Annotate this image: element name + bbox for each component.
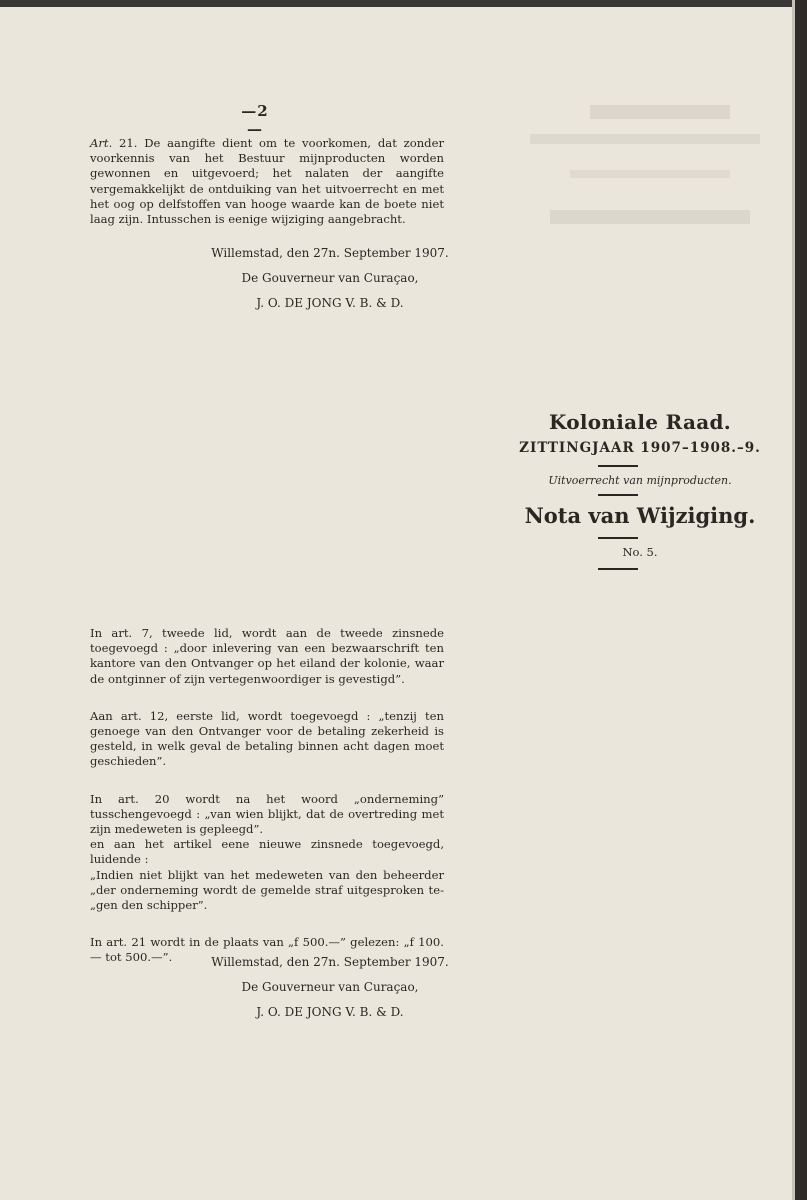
signature-place-date-2: Willemstad, den 27n. September 1907. <box>211 955 449 969</box>
amendment-art20-quote: „Indien niet blijkt van het medeweten van den beheerder „der onderneming wordt de gemelde straf uitgesproken te- „gen den schipper”. <box>90 867 444 913</box>
divider-rule <box>598 537 638 539</box>
scan-top-edge <box>0 0 807 7</box>
session-year: ZITTINGJAAR 1907–1908.–9. <box>519 440 761 456</box>
signature-role-1: De Gouverneur van Curaçao, <box>241 271 419 285</box>
council-heading: Koloniale Raad. <box>548 410 732 434</box>
document-title: Nota van Wijziging. <box>524 503 756 528</box>
subject-line: Uitvoerrecht van mijnproducten. <box>548 474 732 487</box>
signature-name-1: J. O. DE JONG V. B. & D. <box>256 296 404 310</box>
art21-text: 21. De aangifte dient om te voorkomen, dat zonder voorkennis van het Bestuur mijnproducten worden gewonnen en uitgevoerd; het nalaten der aangifte vergemakkelijkt de ontduiking van het uitvoerrecht en met het oog op delfstoffen van hooge waarde kan de boete niet laag zijn. Intusschen is eenige wijziging aangebracht. <box>90 136 444 227</box>
signature-place-date-1: Willemstad, den 27n. September 1907. <box>211 246 449 260</box>
amendment-art12: Aan art. 12, eerste lid, wordt toegevoegd : „tenzij ten genoege van den Ontvanger voor de betaling zekerheid is gesteld, in welk geval de betaling binnen acht dagen moet geschieden”. <box>90 708 444 769</box>
amendment-art20-addition: en aan het artikel eene nieuwe zinsnede toegevoegd, luidende : <box>90 837 444 867</box>
page-number: —2— <box>241 102 269 138</box>
divider-rule <box>598 494 638 496</box>
amendments <box>90 626 444 988</box>
scan-right-edge <box>795 0 807 1200</box>
signature-name-2: J. O. DE JONG V. B. & D. <box>256 1005 404 1019</box>
signature-role-2: De Gouverneur van Curaçao, <box>241 980 419 994</box>
amendment-art7: In art. 7, tweede lid, wordt aan de tweede zinsnede toegevoegd : „door inlevering van een bezwaarschrift ten kantore van den Ontvanger op het eiland der kolonie, waar de ontginner of zijn vertegenwoordiger is gevestigd”. <box>90 626 444 686</box>
divider-rule <box>598 465 638 467</box>
art21-explanation <box>90 136 444 227</box>
document-number: No. 5. <box>622 545 658 559</box>
amendment-art21: In art. 21 wordt in de plaats van „f 500.—” gelezen: „f 100.— tot 500.—”. <box>90 935 444 965</box>
art-label: Art. <box>90 136 113 150</box>
divider-rule <box>598 568 638 570</box>
amendment-art20: In art. 20 wordt na het woord „onderneming” tusschengevoegd : „van wien blijkt, dat de overtreding met zijn medeweten is gepleegd”. <box>90 791 444 837</box>
show-through-shadow <box>520 100 770 250</box>
